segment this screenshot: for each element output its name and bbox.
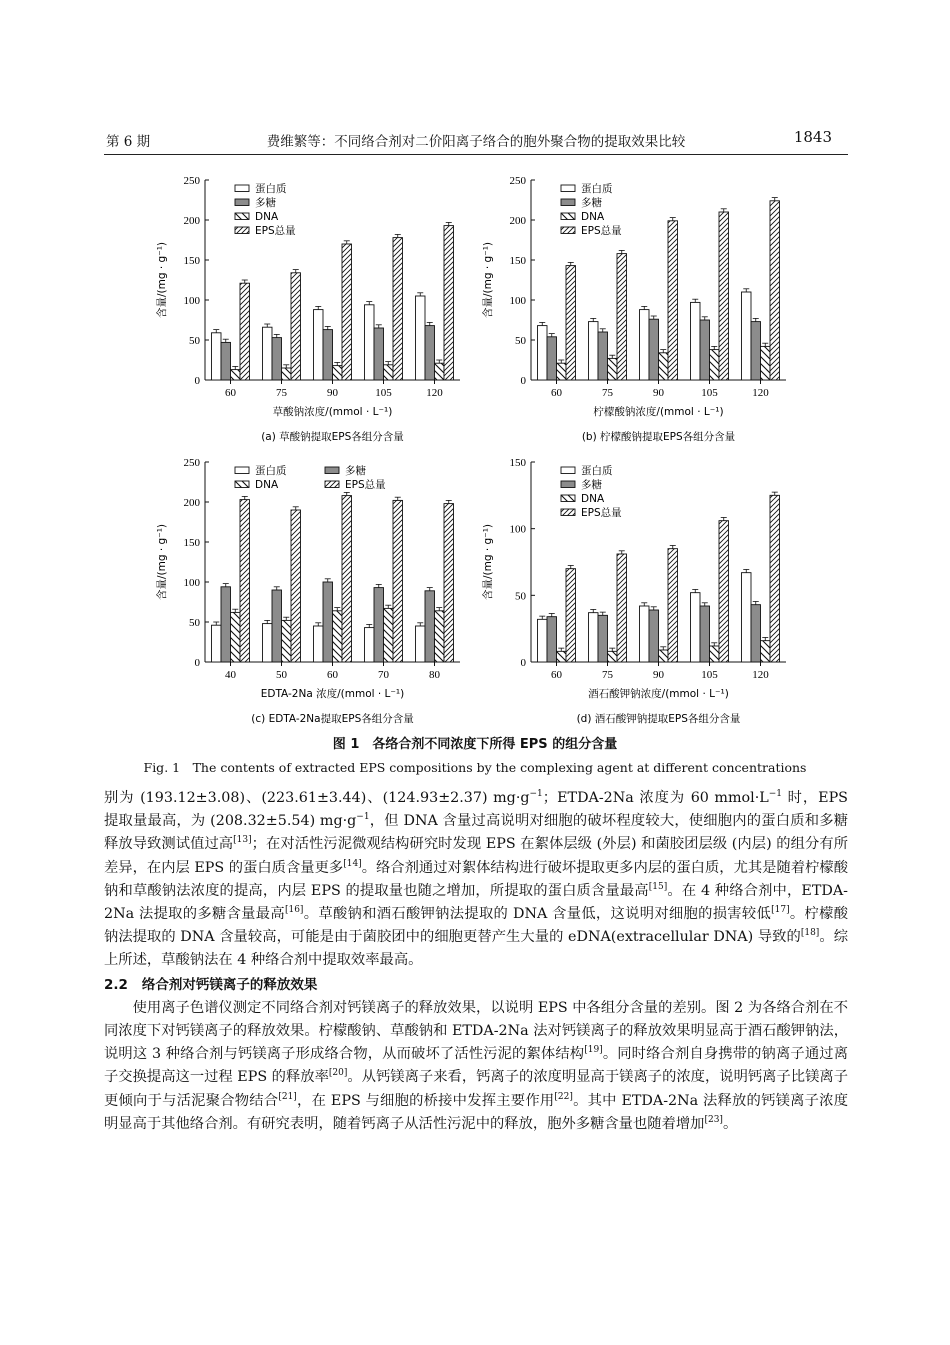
bar-polysaccharide <box>272 338 282 380</box>
y-tick-label: 0 <box>520 375 526 387</box>
citation: [13] <box>233 835 252 846</box>
bar-eps-total <box>617 254 627 380</box>
legend-label-eps-total: EPS总量 <box>255 225 296 237</box>
y-tick-label: 200 <box>509 215 526 227</box>
y-axis-label: 含量/(mg · g⁻¹) <box>156 523 168 601</box>
y-axis-label: 含量/(mg · g⁻¹) <box>482 523 494 601</box>
bar-protein <box>416 296 426 380</box>
citation: [19] <box>584 1045 603 1056</box>
bar-polysaccharide <box>751 605 761 662</box>
bar-dna <box>608 651 618 662</box>
x-tick-label: 105 <box>701 669 718 681</box>
bar-dna <box>710 646 720 662</box>
bar-eps-total <box>719 521 729 662</box>
legend-swatch-polysaccharide <box>561 481 575 488</box>
bar-dna <box>384 365 394 380</box>
x-axis-label: 酒石酸钾钠浓度/(mmol · L⁻¹) <box>588 688 729 700</box>
y-tick-label: 50 <box>515 335 526 347</box>
bar-dna <box>282 620 292 662</box>
bar-eps-total <box>291 510 301 662</box>
bar-dna <box>333 366 343 380</box>
citation: [21] <box>278 1091 297 1102</box>
bar-eps-total <box>240 500 250 662</box>
bar-protein <box>589 613 599 662</box>
body-text <box>104 787 848 1136</box>
chart-d-tartrate <box>476 452 796 727</box>
y-tick-label: 100 <box>183 295 200 307</box>
paragraph-1: 别为 (193.12±3.08)、(223.61±3.44)、(124.93±2.37) $mg\cdot g^{-1}$；ETDA-2Na 浓度为 60 $mmol\cdot L^{-1}$ 时，EPS 提取量最高，为 (208.32±5.54) $mg\cdot g^{-1}$，但 DNA 含量过高说明对细胞的破坏程度较大，使细胞内的蛋白质和多糖释放导致测试值过高[13]；在对活性污泥微观结构研究时发现 EPS 在絮体层级 (外层) 和菌胶团层级 (内层) 的组分有所差异，在内层 EPS 的蛋白质含量更多[14]。络合剂通过对絮体结构进行破坏提取更多内层的蛋白质，尤其是随着柠檬酸钠和草酸钠法浓度的提高，内层 EPS 的提取量也随之增加，所提取的蛋白质含量最高[15]。在 4 种络合剂中，ETDA-2Na 法提取的多糖含量最高[16]。草酸钠和酒石酸钾钠法提取的 DNA 含量低，这说明对细胞的损害较低[17]。柠檬酸钠法提取的 DNA 含量较高，可能是由于菌胶团中的细胞更替产生大量的 eDNA(extracellular DNA) 导致的[18]。综上所述，草酸钠法在 4 种络合剂中提取效率最高。 <box>104 789 849 969</box>
y-tick-label: 200 <box>183 215 200 227</box>
legend-swatch-eps-total <box>561 227 575 234</box>
legend-swatch-dna <box>561 213 575 220</box>
citation: [14] <box>343 858 362 869</box>
x-tick-label: 75 <box>602 669 613 681</box>
bar-dna <box>761 346 771 380</box>
bar-protein <box>212 333 222 380</box>
bar-polysaccharide <box>547 617 557 662</box>
bar-polysaccharide <box>323 330 333 380</box>
page-header <box>104 128 848 155</box>
chart-caption: (b) 柠檬酸钠提取EPS各组分含量 <box>581 431 736 443</box>
y-tick-label: 250 <box>509 175 526 187</box>
legend-label-protein: 蛋白质 <box>255 465 287 477</box>
bar-dna <box>384 608 394 662</box>
y-axis-label: 含量/(mg · g⁻¹) <box>156 241 168 319</box>
bar-eps-total <box>342 244 352 380</box>
citation: [17] <box>771 905 790 916</box>
bar-protein <box>365 628 375 662</box>
issue-number: 第 6 期 <box>106 134 151 150</box>
y-tick-label: 150 <box>509 255 526 267</box>
bar-eps-total <box>770 201 780 380</box>
bar-eps-total <box>444 226 454 380</box>
page-number: 1843 <box>793 128 832 146</box>
bar-protein <box>365 305 375 380</box>
bar-polysaccharide <box>221 587 231 662</box>
bar-eps-total <box>668 221 678 380</box>
bar-dna <box>710 350 720 380</box>
x-tick-label: 40 <box>225 669 236 681</box>
bar-protein <box>263 624 273 662</box>
bar-polysaccharide <box>323 582 333 662</box>
bar-polysaccharide <box>751 322 761 380</box>
bar-polysaccharide <box>700 606 710 662</box>
bar-protein <box>742 292 752 380</box>
bar-protein <box>640 606 650 662</box>
legend-label-polysaccharide: 多糖 <box>581 197 602 209</box>
bar-eps-total <box>342 496 352 662</box>
legend-label-eps-total: EPS总量 <box>581 507 622 519</box>
legend-label-dna: DNA <box>581 211 605 223</box>
paragraph-2: 使用离子色谱仪测定不同络合剂对钙镁离子的释放效果，以说明 EPS 中各组分含量的差别。图 2 为各络合剂在不同浓度下对钙镁离子的释放效果。柠檬酸钠、草酸钠和 ETDA-2Na 法对钙镁离子的释放效果明显高于酒石酸钾钠法，说明这 3 种络合剂与钙镁离子形成络合物，从而破坏了活性污泥的絮体结构[19]。同时络合剂自身携带的钠离子通过离子交换提高这一过程 EPS 的释放率[20]。从钙镁离子来看，钙离子的浓度明显高于镁离子的浓度，说明钙离子比镁离子更倾向于与活泥聚合物结合[21]，在 EPS 与细胞的桥接中发挥主要作用[22]。其中 ETDA-2Na 法释放的钙镁离子浓度明显高于其他络合剂。有研究表明，随着钙离子从活性污泥中的释放，胞外多糖含量也随着增加[23]。 <box>104 999 849 1132</box>
bar-protein <box>212 625 222 662</box>
x-tick-label: 120 <box>426 387 443 399</box>
bar-polysaccharide <box>547 337 557 380</box>
x-tick-label: 50 <box>276 669 287 681</box>
legend-swatch-dna <box>235 481 249 488</box>
bar-dna <box>231 370 241 380</box>
section-number: 2.2 <box>104 976 128 993</box>
x-tick-label: 70 <box>378 669 389 681</box>
chart-caption: (a) 草酸钠提取EPS各组分含量 <box>261 431 404 443</box>
bar-protein <box>640 310 650 380</box>
bar-polysaccharide <box>649 319 659 380</box>
legend-label-protein: 蛋白质 <box>255 183 287 195</box>
x-axis-label: 柠檬酸钠浓度/(mmol · L⁻¹) <box>593 406 724 418</box>
y-tick-label: 250 <box>183 175 200 187</box>
x-tick-label: 60 <box>551 387 562 399</box>
y-tick-label: 200 <box>183 497 200 509</box>
bar-polysaccharide <box>272 590 282 662</box>
bar-eps-total <box>719 212 729 380</box>
section-heading <box>104 974 848 997</box>
bar-polysaccharide <box>649 610 659 662</box>
legend-swatch-dna <box>235 213 249 220</box>
legend-swatch-polysaccharide <box>325 467 339 474</box>
y-tick-label: 100 <box>509 523 526 536</box>
bar-polysaccharide <box>598 615 608 662</box>
chart-caption: (c) EDTA-2Na提取EPS各组分含量 <box>251 713 414 725</box>
bar-dna <box>608 358 618 380</box>
y-tick-label: 50 <box>189 335 200 347</box>
section-title: 络合剂对钙镁离子的释放效果 <box>141 976 318 993</box>
y-tick-label: 0 <box>194 657 200 669</box>
legend-swatch-eps-total <box>561 509 575 516</box>
legend-swatch-eps-total <box>325 481 339 488</box>
bar-eps-total <box>770 495 780 662</box>
bar-eps-total <box>240 283 250 380</box>
bar-dna <box>435 363 445 380</box>
bar-protein <box>691 593 701 662</box>
x-tick-label: 90 <box>327 387 338 399</box>
bar-polysaccharide <box>425 591 435 662</box>
bar-protein <box>538 619 548 662</box>
bar-polysaccharide <box>425 326 435 380</box>
legend-swatch-protein <box>561 185 575 192</box>
x-axis-label: 草酸钠浓度/(mmol · L⁻¹) <box>272 406 393 418</box>
bar-protein <box>314 310 324 380</box>
chart-a-oxalate <box>150 170 470 445</box>
chart-caption: (d) 酒石酸钾钠提取EPS各组分含量 <box>576 713 741 725</box>
y-tick-label: 100 <box>183 577 200 589</box>
y-tick-label: 100 <box>509 295 526 307</box>
x-tick-label: 60 <box>551 669 562 681</box>
bar-protein <box>263 327 273 380</box>
citation: [16] <box>284 905 304 916</box>
bar-eps-total <box>444 504 454 662</box>
bar-protein <box>314 626 324 662</box>
bar-polysaccharide <box>221 342 231 380</box>
y-tick-label: 50 <box>515 590 526 603</box>
legend-label-protein: 蛋白质 <box>581 183 613 195</box>
chart-b-citrate <box>476 170 796 445</box>
bar-polysaccharide <box>374 588 384 662</box>
x-tick-label: 90 <box>653 669 664 681</box>
bar-protein <box>416 626 426 662</box>
bar-dna <box>231 612 241 662</box>
legend-swatch-polysaccharide <box>561 199 575 206</box>
legend-label-eps-total: EPS总量 <box>345 479 386 491</box>
y-tick-label: 250 <box>183 457 200 469</box>
bar-polysaccharide <box>374 328 384 380</box>
bar-dna <box>282 368 292 380</box>
legend-label-dna: DNA <box>581 493 605 505</box>
legend-swatch-protein <box>561 467 575 474</box>
bar-dna <box>435 611 445 662</box>
x-tick-label: 105 <box>701 387 718 399</box>
legend-label-dna: DNA <box>255 479 279 491</box>
bar-protein <box>691 302 701 380</box>
x-tick-label: 90 <box>653 387 664 399</box>
x-tick-label: 60 <box>327 669 338 681</box>
legend-label-eps-total: EPS总量 <box>581 225 622 237</box>
citation: [18] <box>800 928 820 939</box>
bar-dna <box>761 641 771 662</box>
y-tick-label: 0 <box>520 657 526 669</box>
x-axis-label: EDTA-2Na 浓度/(mmol · L⁻¹) <box>260 688 405 700</box>
x-tick-label: 105 <box>375 387 392 399</box>
bar-dna <box>659 650 669 662</box>
bar-dna <box>659 353 669 380</box>
legend-swatch-eps-total <box>235 227 249 234</box>
bar-eps-total <box>393 500 403 662</box>
bar-eps-total <box>393 238 403 380</box>
x-tick-label: 75 <box>602 387 613 399</box>
bar-dna <box>557 363 567 380</box>
bar-eps-total <box>291 273 301 380</box>
y-tick-label: 150 <box>183 255 200 267</box>
y-tick-label: 150 <box>509 457 526 469</box>
bar-eps-total <box>617 554 627 662</box>
x-tick-label: 60 <box>225 387 236 399</box>
x-tick-label: 80 <box>429 669 440 681</box>
citation: [23] <box>704 1115 723 1126</box>
legend-label-polysaccharide: 多糖 <box>581 479 602 491</box>
bar-protein <box>589 322 599 380</box>
x-tick-label: 75 <box>276 387 287 399</box>
legend-swatch-protein <box>235 185 249 192</box>
bar-polysaccharide <box>700 320 710 380</box>
bar-polysaccharide <box>598 332 608 380</box>
legend-label-dna: DNA <box>255 211 279 223</box>
legend-swatch-protein <box>235 467 249 474</box>
figure-title-zh: 图 1 各络合剂不同浓度下所得 EPS 的组分含量 <box>332 737 618 752</box>
y-tick-label: 150 <box>183 537 200 549</box>
running-title: 费维繁等：不同络合剂对二价阳离子络合的胞外聚合物的提取效果比较 <box>266 134 686 150</box>
legend-swatch-dna <box>561 495 575 502</box>
citation: [20] <box>328 1068 348 1079</box>
bar-eps-total <box>566 266 576 380</box>
citation: [15] <box>648 882 668 893</box>
bar-protein <box>538 326 548 380</box>
y-axis-label: 含量/(mg · g⁻¹) <box>482 241 494 319</box>
chart-c-edta <box>150 452 470 727</box>
citation: [22] <box>554 1091 573 1102</box>
bar-protein <box>742 573 752 662</box>
bar-dna <box>333 611 343 662</box>
bar-eps-total <box>566 569 576 662</box>
y-tick-label: 0 <box>194 375 200 387</box>
y-tick-label: 50 <box>189 617 200 629</box>
bar-eps-total <box>668 549 678 662</box>
legend-label-polysaccharide: 多糖 <box>255 197 276 209</box>
bar-dna <box>557 651 567 662</box>
legend-label-polysaccharide: 多糖 <box>345 465 366 477</box>
legend-label-protein: 蛋白质 <box>581 465 613 477</box>
figure-title-en: Fig. 1 The contents of extracted EPS compositions by the complexing agent at different concentrations <box>143 760 807 775</box>
x-tick-label: 120 <box>752 387 769 399</box>
x-tick-label: 120 <box>752 669 769 681</box>
legend-swatch-polysaccharide <box>235 199 249 206</box>
